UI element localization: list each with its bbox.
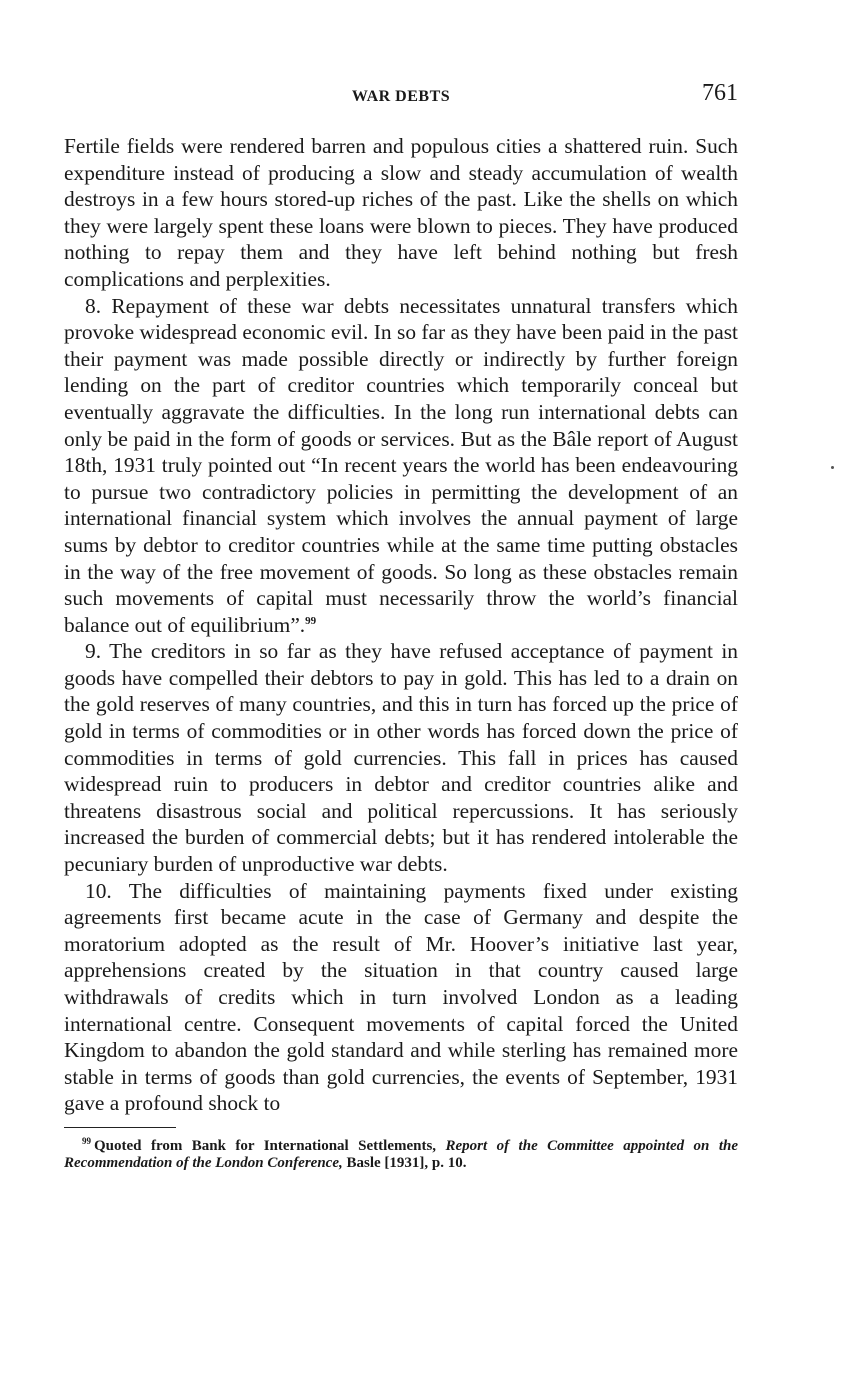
running-head-title: WAR DEBTS xyxy=(351,88,451,105)
running-head xyxy=(64,80,738,120)
footnote-report-title: Report of the Committee appointed on the Recommendation of the London Conference, xyxy=(64,1137,738,1172)
page-number: 761 xyxy=(702,80,738,106)
body-text xyxy=(64,133,738,1117)
paragraph-10: 10. The difficulties of maintaining payments fixed under existing agreements first became acute in the case of Germany and despite the moratorium adopted as the result of Mr. Hoover’s initiative last year, apprehensions created by the situation in that country caused large withdrawals of credits which in turn involved London as a leading international centre. Consequent movements of capital forced the United Kingdom to abandon the gold standard and while sterling has remained more stable in terms of goods than gold currencies, the events of September, 1931 gave a profound shock to xyxy=(64,878,738,1116)
footnote-divider xyxy=(64,1127,176,1128)
footnote xyxy=(64,1135,738,1173)
page xyxy=(64,0,738,1173)
paragraph-8 xyxy=(64,293,738,639)
paragraph-9: 9. The creditors in so far as they have refused acceptance of payment in goods have compelled their debtors to pay in gold. This has led to a drain on the gold reserves of many countries, and this in turn has forced up the price of gold in terms of commodities or in other words has forced down the price of commodities in terms of gold currencies. This fall in prices has caused widespread ruin to producers in debtor and creditor countries alike and threatens disastrous social and political repercussions. It has seriously increased the burden of commercial debts; but it has rendered intolerable the pecuniary burden of unproductive war debts. xyxy=(64,639,738,877)
footnote-text-b: Basle [1931], p. 10. xyxy=(346,1155,467,1172)
footnote-reference[interactable]: 99 xyxy=(305,614,317,627)
margin-speck xyxy=(831,466,834,469)
footnote-text-a: Quoted from Bank for International Settlements, xyxy=(94,1137,437,1154)
footnote-mark: 99 xyxy=(82,1135,91,1146)
paragraph-continued: Fertile fields were rendered barren and populous cities a shattered ruin. Such expenditure instead of producing a slow and steady accumulation of wealth destroys in a few hours stored-up riches of the past. Like the shells on which they were largely spent these loans were blown to pieces. They have produced nothing to repay them and they have left behind nothing but fresh complications and perplexities. xyxy=(64,134,738,291)
paragraph-8-text: 8. Repayment of these war debts necessitates unnatural transfers which provoke widespread economic evil. In so far as they have been paid in the past their payment was made possible directly or indirectly by further foreign lending on the part of creditor countries which temporarily conceal but eventually aggravate the difficulties. In the long run international debts can only be paid in the form of goods or services. But as the Bâle report of August 18th, 1931 truly pointed out “In recent years the world has been endeavouring to pursue two contradictory policies in permitting the development of an international financial system which involves the annual payment of large sums by debtor to creditor countries while at the same time putting obstacles in the way of the free movement of goods. So long as these obstacles remain such movements of capital must necessarily throw the world’s financial balance out of equilibrium”. xyxy=(64,293,738,637)
